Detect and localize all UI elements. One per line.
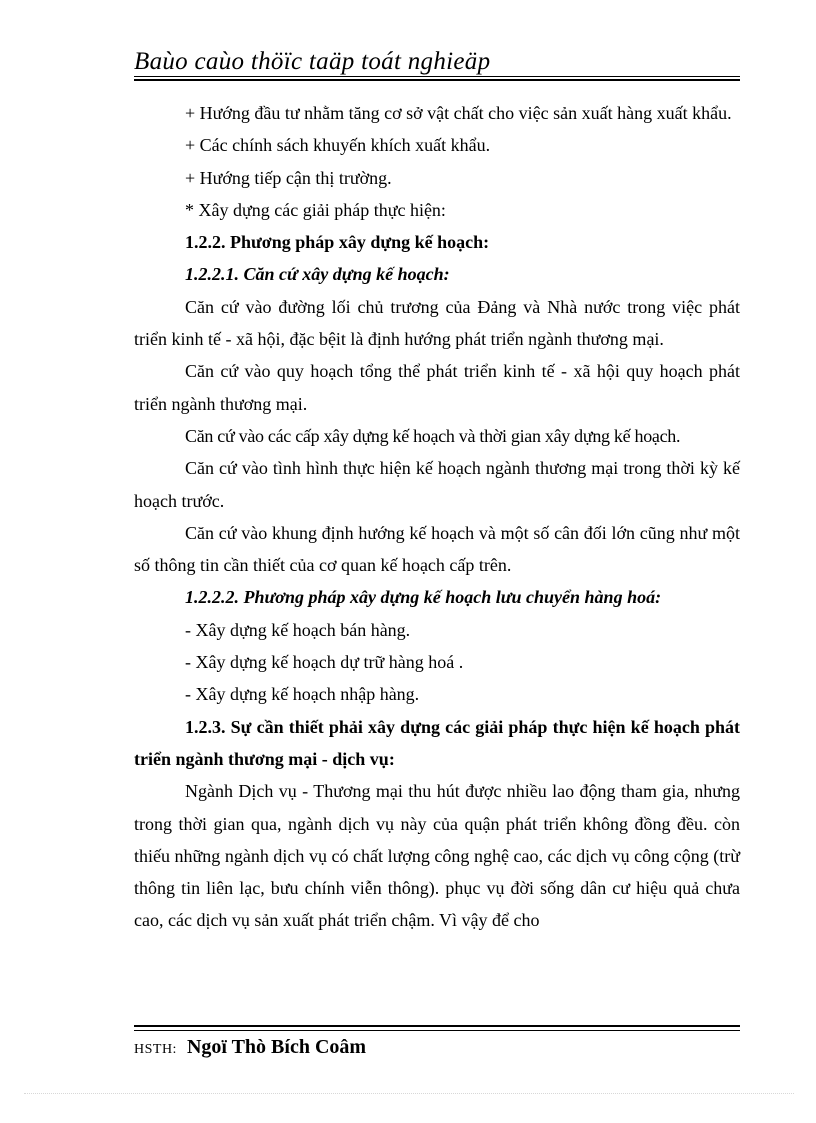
page-header-title: Baùo caùo thöïc taäp toát nghieäp bbox=[134, 48, 491, 75]
paragraph: + Các chính sách khuyến khích xuất khẩu. bbox=[185, 135, 491, 156]
list-item: - Xây dựng kế hoạch dự trữ hàng hoá . bbox=[185, 652, 464, 673]
subsection-heading: 1.2.2.2. Phương pháp xây dựng kế hoạch lưu chuyển hàng hoá: bbox=[185, 587, 662, 608]
paragraph: Căn cứ vào khung định hướng kế hoạch và một số cân đối lớn cũng như một số thông tin cần thiết của cơ quan kế hoạch cấp trên. bbox=[134, 522, 740, 576]
paragraph: Căn cứ vào các cấp xây dựng kế hoạch và thời gian xây dựng kế hoạch. bbox=[185, 425, 681, 446]
paragraph: + Hướng tiếp cận thị trường. bbox=[185, 167, 392, 188]
document-body bbox=[134, 97, 740, 937]
paragraph: + Hướng đầu tư nhằm tăng cơ sở vật chất cho việc sản xuất hàng xuất khẩu. bbox=[185, 103, 732, 123]
section-heading: 1.2.2. Phương pháp xây dựng kế hoạch: bbox=[185, 232, 490, 253]
section-heading: 1.2.3. Sự cần thiết phải xây dựng các giải pháp thực hiện kế hoạch phát triển ngành thương mại - dịch vụ: bbox=[134, 716, 740, 769]
header-rule-thin bbox=[134, 76, 740, 77]
paragraph: Căn cứ vào tình hình thực hiện kế hoạch ngành thương mại trong thời kỳ kế hoạch trước. bbox=[134, 458, 740, 511]
subsection-heading: 1.2.2.1. Căn cứ xây dựng kế hoạch: bbox=[185, 264, 450, 285]
page-bottom-divider bbox=[24, 1093, 794, 1094]
paragraph: Căn cứ vào đường lối chủ trương của Đảng và Nhà nước trong việc phát triển kinh tế - xã hội, đặc bệit là định hướng phát triển ngành thương mại. bbox=[134, 296, 740, 350]
footer bbox=[134, 1036, 366, 1059]
footer-rule-thick bbox=[134, 1025, 740, 1027]
footer-author-name: Ngoï Thò Bích Coâm bbox=[186, 1036, 367, 1058]
footer-rule-thin bbox=[134, 1030, 740, 1031]
header-rule-thick bbox=[134, 79, 740, 81]
paragraph: * Xây dựng các giải pháp thực hiện: bbox=[185, 199, 446, 220]
paragraph: Ngành Dịch vụ - Thương mại thu hút được nhiều lao động tham gia, nhưng trong thời gian qua, ngành dịch vụ này của quận phát triển không đồng đều. còn thiếu những ngành dịch vụ có chất lượng công nghệ cao, các dịch vụ công cộng (trừ thông tin liên lạc, bưu chính viễn thông). phục vụ đời sống dân cư hiệu quả chưa cao, các dịch vụ sản xuất phát triển chậm. Vì vậy để cho bbox=[134, 781, 740, 931]
list-item: - Xây dựng kế hoạch nhập hàng. bbox=[185, 684, 420, 705]
footer-label: HSTH: bbox=[134, 1042, 177, 1057]
paragraph: Căn cứ vào quy hoạch tổng thể phát triển kinh tế - xã hội quy hoạch phát triển ngành thương mại. bbox=[134, 361, 740, 414]
list-item: - Xây dựng kế hoạch bán hàng. bbox=[185, 619, 411, 640]
